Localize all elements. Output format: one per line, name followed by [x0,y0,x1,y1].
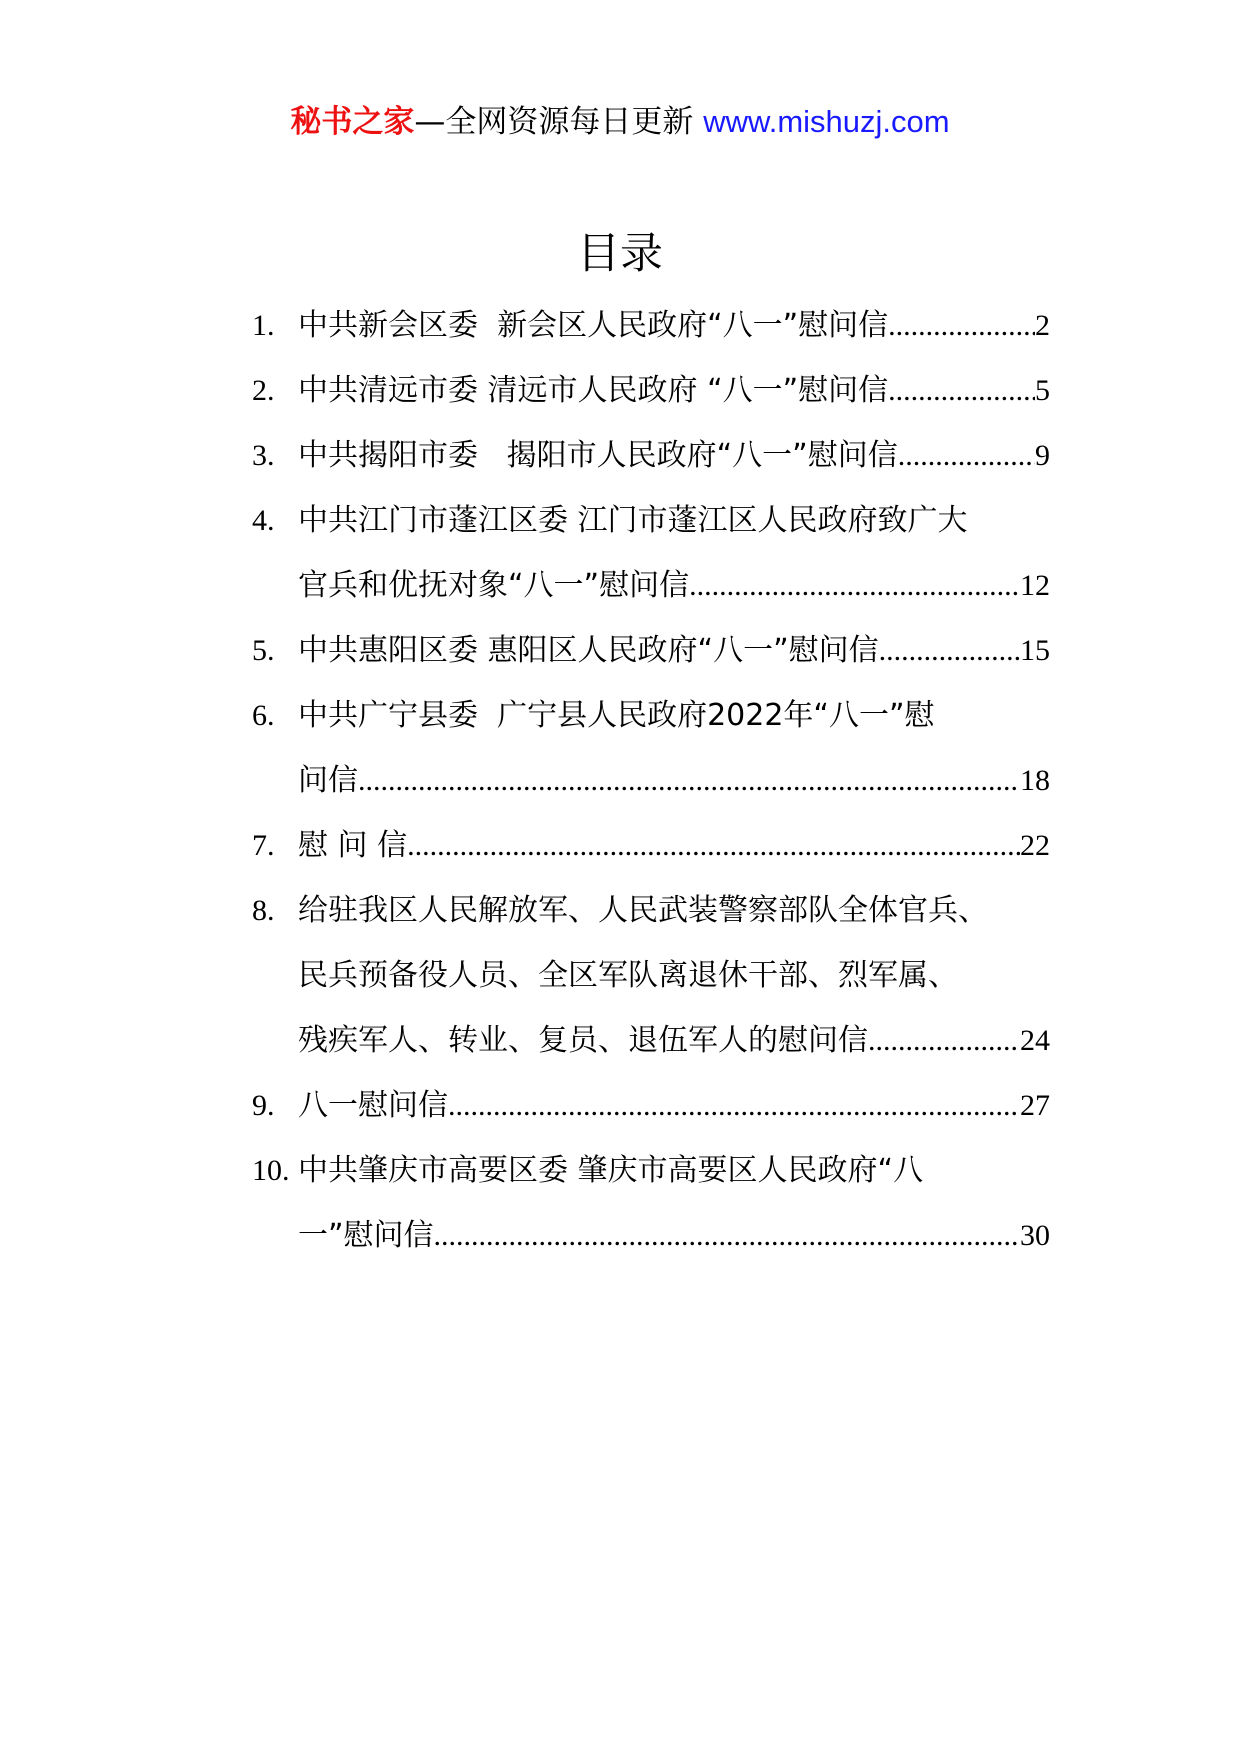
toc-dot-leader [358,748,1020,813]
page-title: 目录 [577,229,663,279]
table-of-contents [252,293,1050,1268]
toc-entry[interactable] [252,1138,1050,1268]
toc-entry[interactable] [252,1073,1050,1138]
toc-entry-line [298,683,1050,748]
toc-page-number: 12 [1020,569,1050,602]
brand-slogan: —全网资源每日更新 [414,104,694,140]
toc-entry-title: 官兵和优抚对象“八一”慰问信 [298,568,690,603]
toc-entry[interactable] [252,813,1050,878]
toc-dot-leader [407,813,1020,878]
toc-entry-line [298,423,1050,488]
toc-page-number: 22 [1020,829,1050,862]
toc-entry[interactable] [252,878,1050,1073]
toc-entry[interactable] [252,423,1050,488]
toc-entry[interactable] [252,488,1050,618]
toc-entry-line [298,878,1050,943]
toc-entry-title: 中共揭阳市委 揭阳市人民政府“八一”慰问信 [298,438,898,473]
toc-entry-line [298,358,1050,423]
toc-entry-title: 慰 问 信 [298,828,408,863]
toc-page-number: 24 [1020,1024,1050,1057]
toc-entry-line [298,488,1050,553]
toc-entry[interactable] [252,358,1050,423]
toc-entry-line [298,1203,1050,1268]
toc-entry-number: 10. [252,1154,290,1187]
toc-page-number: 15 [1020,634,1050,667]
toc-entry-number: 1. [252,309,275,342]
toc-entry-number: 3. [252,439,275,472]
toc-dot-leader [888,358,1035,423]
toc-page-number: 30 [1020,1219,1050,1252]
toc-entry-line [298,618,1050,683]
toc-entry-title: 中共清远市委 清远市人民政府 “八一”慰问信 [298,373,889,408]
toc-entry-title: 八一慰问信 [298,1088,448,1123]
toc-entry-title: 问信 [298,763,358,798]
toc-dot-leader [868,1008,1020,1073]
toc-entry-line [298,943,1050,1008]
toc-entry-number: 6. [252,699,275,732]
toc-entry[interactable] [252,683,1050,813]
toc-page-number: 2 [1035,309,1050,342]
toc-entry-title: 民兵预备役人员、全区军队离退休干部、烈军属、 [298,958,958,993]
toc-dot-leader [879,618,1020,683]
toc-entry-number: 2. [252,374,275,407]
toc-entry-title: 中共江门市蓬江区委 江门市蓬江区人民政府致广大 [298,503,968,538]
toc-entry-title: 残疾军人、转业、复员、退伍军人的慰问信 [298,1023,868,1058]
toc-entry-number: 7. [252,829,275,862]
toc-entry-title: 中共广宁县委 广宁县人民政府2022年“八一”慰 [298,698,935,733]
toc-entry-title: 中共惠阳区委 惠阳区人民政府“八一”慰问信 [298,633,879,668]
toc-entry-number: 8. [252,894,275,927]
toc-entry-line [298,1138,1050,1203]
site-banner [0,100,1240,144]
toc-dot-leader [888,293,1035,358]
toc-page-number: 27 [1020,1089,1050,1122]
toc-dot-leader [898,423,1035,488]
toc-entry-line [298,1073,1050,1138]
toc-entry-number: 5. [252,634,275,667]
toc-entry[interactable] [252,293,1050,358]
toc-dot-leader [689,553,1020,618]
brand-name: 秘书之家 [290,104,415,140]
toc-entry[interactable] [252,618,1050,683]
toc-entry-number: 9. [252,1089,275,1122]
toc-dot-leader [434,1203,1020,1268]
toc-entry-line [298,553,1050,618]
site-link[interactable]: www.mishuzj.com [703,104,950,139]
toc-page-number: 5 [1035,374,1050,407]
toc-entry-title: 中共肇庆市高要区委 肇庆市高要区人民政府“八 [298,1153,924,1188]
toc-page-number: 9 [1035,439,1050,472]
toc-page-number: 18 [1020,764,1050,797]
toc-entry-title: 给驻我区人民解放军、人民武装警察部队全体官兵、 [298,893,988,928]
toc-entry-line [298,813,1050,878]
toc-entry-number: 4. [252,504,275,537]
toc-entry-line [298,748,1050,813]
toc-entry-line [298,293,1050,358]
toc-dot-leader [448,1073,1020,1138]
toc-entry-line [298,1008,1050,1073]
toc-entry-title: 中共新会区委 新会区人民政府“八一”慰问信 [298,308,889,343]
toc-entry-title: 一”慰问信 [298,1218,434,1253]
